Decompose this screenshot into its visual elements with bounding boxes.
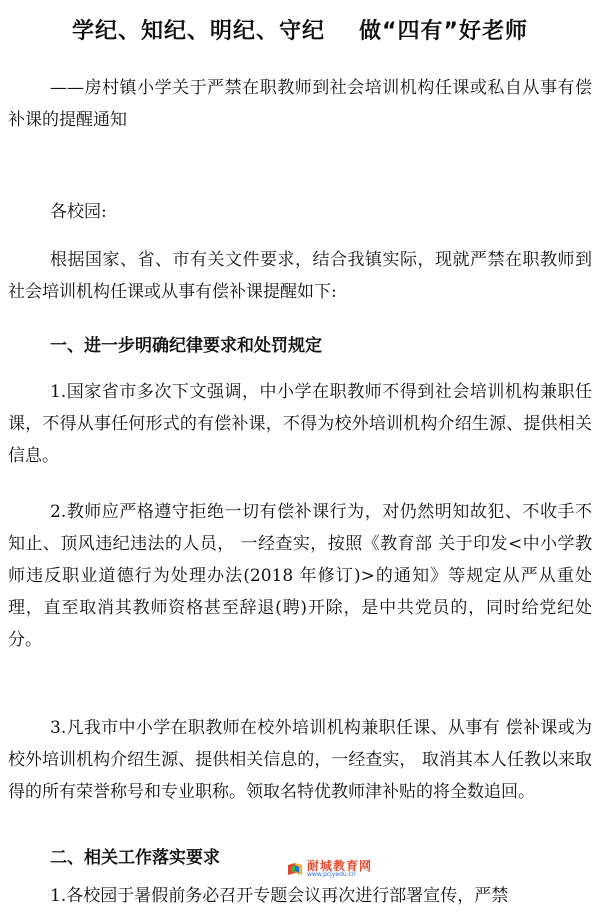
watermark [286,858,372,880]
section-2-heading: 二、相关工作落实要求 [50,848,220,868]
watermark-url: www.pcjyedu.cn [307,871,356,878]
book-logo-icon [286,860,304,878]
section-1-item-1: 1.国家省市多次下文强调，中小学在职教师不得到社会培训机构兼职任课，不得从事任何形式的有偿补课，不得为校外培训机构介绍生源、提供相关信息。 [8,382,592,466]
section-2-item-1: 1.各校园于暑假前务必召开专题会议再次进行部署宣传，严禁 [50,886,509,906]
section-1-item-2: 2.教师应严格遵守拒绝一切有偿补课行为，对仍然明知故犯、不收手不知止、顶风违纪违法的人员， 一经查实，按照《教育部 关于印发<中小学教师违反职业道德行为处理办法(2018 年修订)>的通知》等规定从严从重处理，直至取消其教师资格甚至辞退(聘)开除，是中共党员的，同时给党纪处分。 [8,502,592,650]
document-subtitle: ——房村镇小学关于严禁在职教师到社会培训机构任课或私自从事有偿补课的提醒通知 [8,78,592,130]
salutation: 各校园: [50,202,107,222]
section-1-item-3: 3.凡我市中小学在职教师在校外培训机构兼职任课、从事有 偿补课或为校外培训机构介绍生源、提供相关信息的，一经查实， 取消其本人任教以来取得的所有荣誉称号和专业职称。领取名特优教师津补贴的将全数追回。 [8,718,592,802]
watermark-name: 耐城教育网 [307,859,373,873]
document-title [0,14,600,45]
title-part-1: 学纪、知纪、明纪、守纪 [72,19,326,44]
intro-paragraph: 根据国家、省、市有关文件要求，结合我镇实际，现就严禁在职教师到社会培训机构任课或从事有偿补课提醒如下: [8,250,592,302]
section-1-heading: 一、进一步明确纪律要求和处罚规定 [50,336,322,356]
title-part-2: 做“四有”好老师 [359,19,528,44]
